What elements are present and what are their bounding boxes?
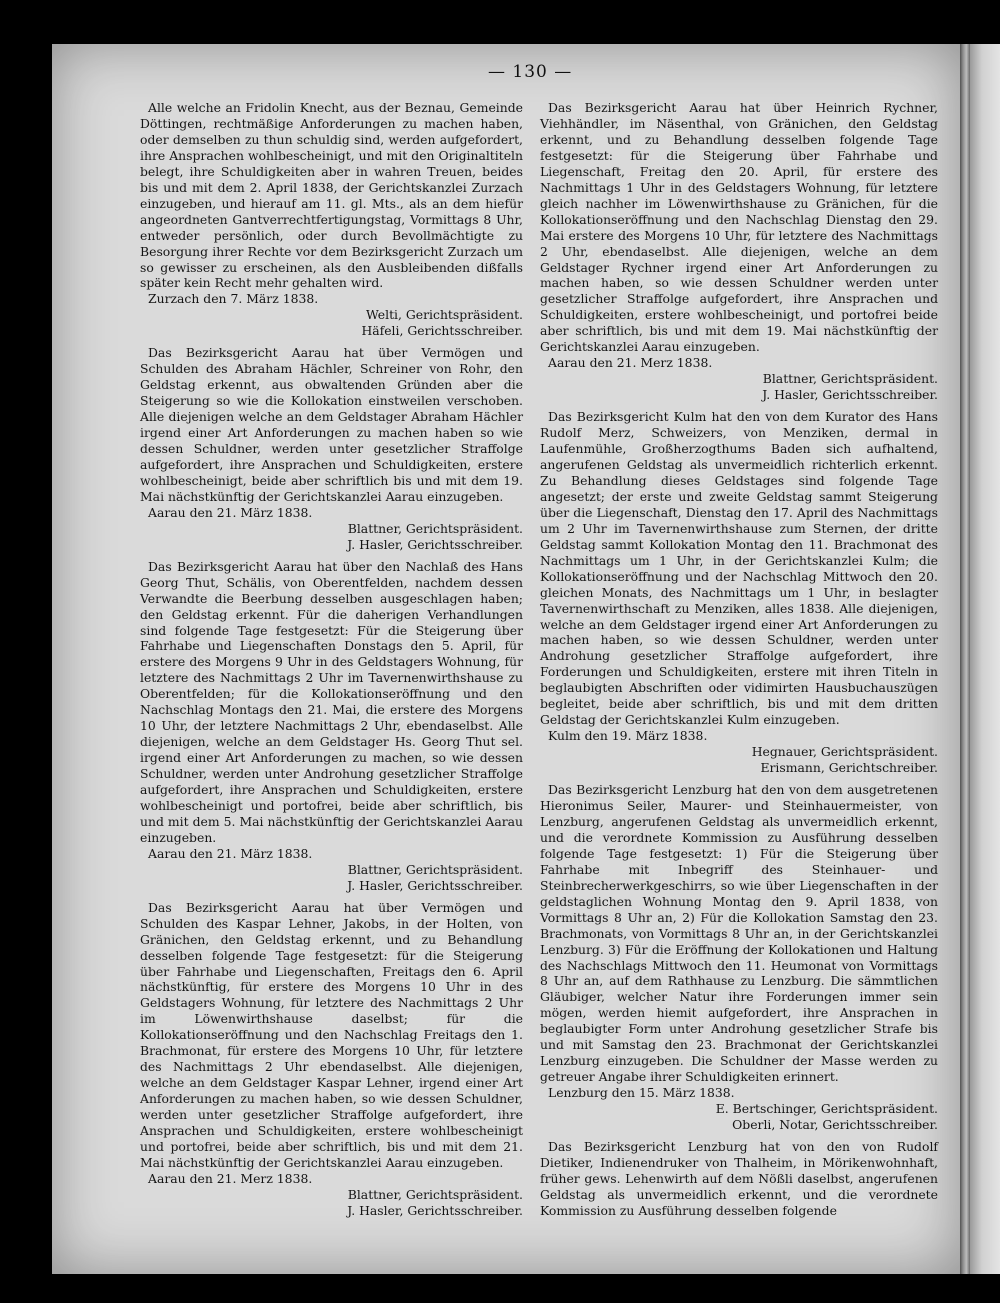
notice-place-date: Lenzburg den 15. März 1838. [548, 1085, 735, 1101]
page-number: — 130 — [488, 62, 573, 82]
notice-lehner [140, 900, 523, 1219]
notice-signature-clerk: J. Hasler, Gerichtsschreiber. [347, 536, 523, 552]
notice-text: Das Bezirksgericht Kulm hat den von dem Kurator des Hans Rudolf Merz, Schweizers, von Menziken, dermal in Laufenmühle, Großherzogthums Baden sich aufhaltend, angerufenen Geldstag als unvermeidlich richterlich erkennt. Zu Behandlung dieses Geldstages sind folgende Tage angesetzt; der erste und zweite Geldstag sammt Steigerung über die Liegenschaft, Dienstag den 17. April des Nachmittags um 2 Uhr im Tavernenwirthshause zum Sternen, der dritte Geldstag sammt Kollokation Montag den 11. Brachmonat des Nachmittags um 1 Uhr, in der Gerichtskanzlei Kulm; die Kollokationseröffnung und der Nachschlag Mittwoch den 20. gleichen Monats, des Nachmittags um 1 Uhr, in beslagter Tavernenwirthschaft zu Menziken, alles 1838. Alle diejenigen, welche an dem Geldstager irgend einer Art Anforderungen zu machen haben, so wie dessen Schuldner, werden unter Androhung gesetzlicher Straffolge aufgefordert, ihre Forderungen und Schuldigkeiten, erstere mit ihren Titeln in beglaubigten Abschriften oder vidimirten Hausbuchauszügen begleitet, beide aber schriftlich, bis und mit dem dritten Geldstag der Gerichtskanzlei Kulm einzugeben. [540, 409, 938, 728]
notice-place-date: Aarau den 21. März 1838. [148, 504, 313, 520]
notice-text: Das Bezirksgericht Aarau hat über Heinrich Rychner, Viehhändler, im Näsenthal, von Gränichen, den Geldstag erkennt, und zu Behandlung desselben folgende Tage festgesetzt: für die Steigerung über Fahrhabe und Liegenschaft, Freitag den 20. April, für erstere des Nachmittags 1 Uhr in des Geldstagers Wohnung, für letztere gleich nachher im Löwenwirthshause zu Gränichen, für die Kollokationseröffnung und den Nachschlag Dienstag den 29. Mai erstere des Morgens 10 Uhr, für letztere des Nachmittags 2 Uhr, ebendaselbst. Alle diejenigen, welche an dem Geldstager Rychner irgend einer Art Anforderungen zu machen haben, so wie dessen Schuldner werden unter gesetzlicher Straffolge aufgefordert, ihre Ansprachen und Schuldigkeiten, erstere wohlbescheinigt, und portofrei beide aber schriftlich, bis und mit dem 19. Mai nächstkünftig der Gerichtskanzlei Aarau einzugeben. [540, 100, 938, 355]
notice-text: Das Bezirksgericht Aarau hat über Vermögen und Schulden des Kaspar Lehner, Jakobs, in der Holten, von Gränichen, den Geldstag erkennt, und zu Behandlung desselben folgende Tage festgesetzt: für die Steigerung über Fahrhabe und Liegenschaften, Freitags den 6. April nächstkünftig, für erstere des Morgens 10 Uhr in des Geldstagers Wohnung, für letztere des Nachmittags 2 Uhr im Löwenwirthshause daselbst; für die Kollokationseröffnung und den Nachschlag Freitags den 1. Brachmonat, für erstere des Morgens 10 Uhr, für letztere des Nachmittags 2 Uhr ebendaselbst. Alle diejenigen, welche an dem Geldstager Kaspar Lehner, irgend einer Art Anforderungen zu machen haben, so wie dessen Schuldner, werden unter gesetzlicher Straffolge aufgefordert, ihre Ansprachen und Schuldigkeiten, erstere wohlbescheinigt und portofrei, beide aber schriftlich, bis und mit dem 21. Mai nächstkünftig der Gerichtskanzlei Aarau einzugeben. [140, 899, 523, 1170]
notice-signature-clerk: J. Hasler, Gerichtsschreiber. [762, 387, 938, 403]
notice-text: Das Bezirksgericht Aarau hat über den Nachlaß des Hans Georg Thut, Schälis, von Oberentfelden, nachdem dessen Verwandte die Beerbung desselben ausgeschlagen haben; den Geldstag erkennt. Für die daherigen Verhandlungen sind folgende Tage festgesetzt: Für die Steigerung über Fahrhabe und Liegenschaften Donstags den 5. April, für erstere des Morgens 9 Uhr in des Geldstagers Wohnung, für letztere des Nachmittags 2 Uhr im Tavernenwirthshause zu Oberentfelden; für die Kollokationseröffnung und den Nachschlag Montags den 21. Mai, die erstere des Morgens 10 Uhr, der letztere Nachmittags 2 Uhr, ebendaselbst. Alle diejenigen, welche an dem Geldstager Hs. Georg Thut sel. irgend einer Art Anforderungen zu machen, so wie dessen Schuldner, werden unter Androhung gesetzlicher Straffolge aufgefordert, ihre Ansprachen und Schuldigkeiten, erstere wohlbescheinigt und portofrei, beide aber schriftlich, bis und mit dem 5. Mai nächstkünftig der Gerichtskanzlei Aarau einzugeben. [140, 558, 523, 845]
notice-signature-president: Hegnauer, Gerichtspräsident. [751, 744, 938, 760]
left-column [140, 100, 523, 1225]
notice-signature-clerk: Oberli, Notar, Gerichtsschreiber. [732, 1117, 938, 1133]
notice-signature-clerk: J. Hasler, Gerichtsschreiber. [347, 877, 523, 893]
notice-haechler [140, 345, 523, 552]
notice-place-date: Kulm den 19. März 1838. [548, 728, 708, 744]
notice-signature-clerk: J. Hasler, Gerichtsschreiber. [347, 1202, 523, 1218]
notice-seiler [540, 782, 938, 1133]
notice-thut [140, 559, 523, 894]
notice-dietiker [540, 1139, 938, 1219]
notice-signature-clerk: Erismann, Gerichtschreiber. [760, 760, 938, 776]
notice-place-date: Aarau den 21. Merz 1838. [148, 1170, 313, 1186]
notice-signature-president: E. Bertschinger, Gerichtspräsident. [715, 1101, 938, 1117]
notice-signature-president: Blattner, Gerichtspräsident. [762, 371, 938, 387]
right-column [540, 100, 938, 1225]
notice-signature-president: Blattner, Gerichtspräsident. [347, 1186, 523, 1202]
notice-signature-president: Blattner, Gerichtspräsident. [347, 861, 523, 877]
notice-text: Alle welche an Fridolin Knecht, aus der Beznau, Gemeinde Döttingen, rechtmäßige Anforderungen zu machen haben, oder demselben zu thun schuldig sind, werden aufgefordert, ihre Ansprachen wohlbescheinigt, und mit den Originaltiteln belegt, ihre Schuldigkeiten aber in wahren Treuen, beides bis und mit dem 2. April 1838, der Gerichtskanzlei Zurzach einzugeben, und hierauf am 11. gl. Mts., als an dem hiefür angeordneten Gantverrechtfertigungstag, Vormittags 8 Uhr, entweder persönlich, oder durch Bevollmächtigte zu Besorgung ihrer Rechte vor dem Bezirksgericht Zurzach um so gewisser zu erscheinen, als den Ausbleibenden dißfalls später kein Recht mehr gehalten wird. [140, 100, 523, 291]
notice-signature-clerk: Häfeli, Gerichtsschreiber. [361, 323, 523, 339]
notice-merz [540, 409, 938, 776]
notice-text: Das Bezirksgericht Lenzburg hat den von dem ausgetretenen Hieronimus Seiler, Maurer- und Steinhauermeister, von Lenzburg, angerufenen Geldstag als unvermeidlich erkennt, und die verordnete Kommission zu Ausführung desselben folgende Tage festgesetzt: 1) Für die Steigerung über Fahrhabe mit Inbegriff des Steinhauer- und Steinbrecherwerkgeschirrs, so wie über Liegenschaften in der geldstaglichen Wohnung Montag den 9. April 1838, von Vormittags 8 Uhr an, 2) Für die Kollokation Samstag den 23. Brachmonats, von Vormittags 8 Uhr an, in der Gerichtskanzlei Lenzburg. 3) Für die Eröffnung der Kollokationen und Haltung des Nachschlags Mittwoch den 11. Heumonat von Vormittags 8 Uhr an, auf dem Rathhause zu Lenzburg. Die sämmtlichen Gläubiger, welcher Natur ihre Forderungen immer sein mögen, werden hiemit aufgefordert, ihre Ansprachen in beglaubigter Form unter Androhung gesetzlicher Strafe bis und mit Samstag den 23. Brachmonat der Gerichtskanzlei Lenzburg einzugeben. Die Schuldner der Masse werden zu getreuer Angabe ihrer Schuldigkeiten erinnert. [540, 782, 938, 1085]
notice-text: Das Bezirksgericht Lenzburg hat von den von Rudolf Dietiker, Indienendruker von Thalheim, in Mörikenwohnhaft, früher gews. Lehenwirth auf dem Nößli daselbst, angerufenen Geldstag als unvermeidlich erkennt, und die verordnete Kommission zu Ausführung desselben folgende [540, 1139, 938, 1218]
notice-place-date: Aarau den 21. März 1838. [148, 845, 313, 861]
notice-place-date: Aarau den 21. Merz 1838. [548, 355, 713, 371]
notice-text: Das Bezirksgericht Aarau hat über Vermögen und Schulden des Abraham Hächler, Schreiner von Rohr, den Geldstag erkennt, aus obwaltenden Gründen aber die Steigerung so wie die Kollokation einstweilen verschoben. Alle diejenigen welche an dem Geldstager Abraham Hächler irgend einer Art Anforderungen zu machen haben so wie dessen Schuldner, werden unter gesetzlicher Straffolge aufgefordert, ihre Ansprachen und Schuldigkeiten, erstere wohlbescheinigt, beide aber schriftlich bis und mit dem 19. Mai nächstkünftig der Gerichtskanzlei Aarau einzugeben. [140, 345, 523, 504]
notice-signature-president: Blattner, Gerichtspräsident. [347, 520, 523, 536]
adjacent-page-edge [970, 44, 1000, 1274]
notice-knecht [140, 100, 523, 339]
notice-signature-president: Welti, Gerichtspräsident. [366, 307, 523, 323]
notice-place-date: Zurzach den 7. März 1838. [148, 291, 319, 307]
notice-rychner [540, 100, 938, 403]
